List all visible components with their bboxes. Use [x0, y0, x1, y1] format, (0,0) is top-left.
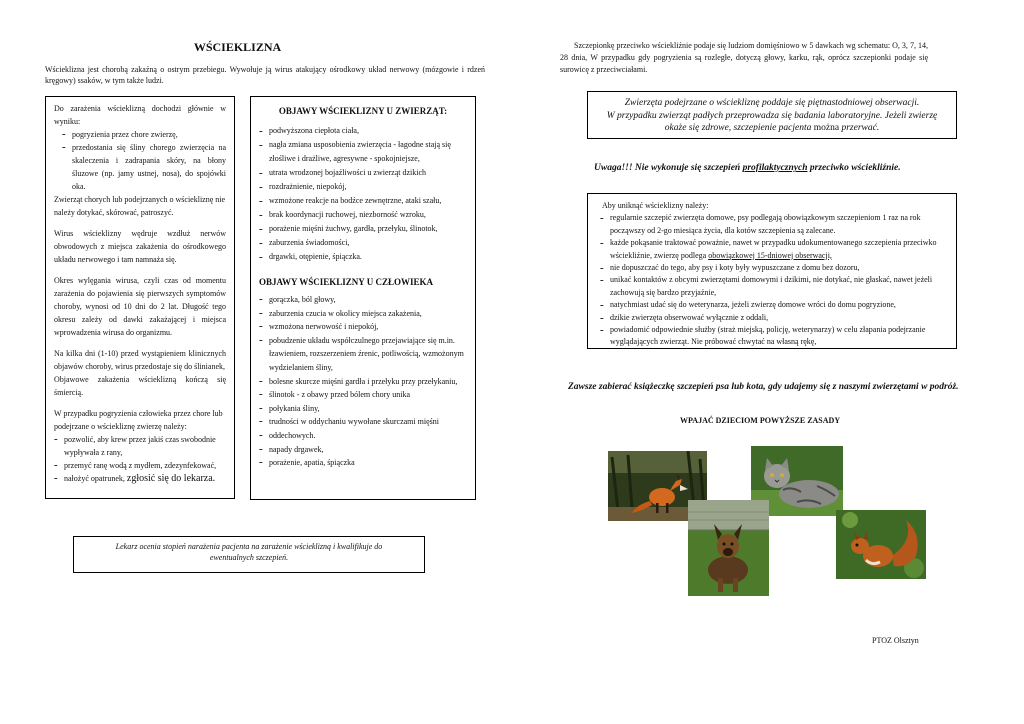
list-item: - przedostania się śliny chorego zwierzęcia na skaleczenia i zadrapania skóry, na błony śluzowe (np. jamy ustnej, nosa), do spojówki oka. — [62, 141, 226, 193]
bite-steps-list — [54, 433, 226, 485]
list-item: - trudności w oddychaniu wywołane skurczami mięśni — [259, 415, 467, 429]
obs-line-3-b: można — [813, 123, 840, 133]
obs-line-1: Zwierzęta podejrzane o wściekliznę poddaje się piętnastodniowej obserwacji. — [624, 98, 920, 108]
list-item: - pozwolić, aby krew przez jakiś czas swobodnie wypływała z rany, — [54, 433, 226, 459]
list-item: - wzmożone reakcje na bodźce zewnętrzne, ataki szału, — [259, 194, 467, 208]
list-item: - zaburzenia czucia w okolicy miejsca zakażenia, — [259, 307, 467, 321]
transmission-list — [54, 128, 226, 193]
list-item: - natychmiast udać się do weterynarza, jeżeli zwierzę domowe wróci do domu pogryzione, — [600, 299, 948, 311]
list-item: - drgawki, otępienie, śpiączka. — [259, 250, 467, 264]
list-item: - gorączka, ból głowy, — [259, 293, 467, 307]
see-doctor-text: zgłosić się do lekarza. — [126, 473, 216, 484]
human-symptoms-list — [259, 293, 467, 470]
list-item: - unikać kontaktów z obcymi zwierzętami domowymi i dzikimi, nie dotykać, nie głaskać, nawet jeżeli zachowują się bardzo przyjaźnie, — [600, 274, 948, 299]
obs-line-3-a: okaże się zdrowe, szczepienie pacjenta — [664, 123, 812, 133]
prevention-title: Aby uniknąć wścieklizny należy: — [602, 201, 709, 210]
list-item: - bolesne skurcze mięśni gardła i przełyku przy przełykaniu, — [259, 375, 467, 389]
list-item: - porażenie, apatia, śpiączka — [259, 456, 467, 470]
last-step-text: nałożyć opatrunek, — [64, 474, 125, 483]
list-item: - dzikie zwierzęta obserwować wyłącznie z oddali, — [600, 312, 948, 324]
box1-p7: W przypadku pogryzienia człowieka przez chore lub podejrzane o wściekliznę zwierzę należy: — [54, 409, 223, 431]
dog-photo — [688, 500, 769, 596]
transmission-box — [45, 96, 235, 499]
obs-line-3-c: przerwać. — [841, 123, 880, 133]
list-item: - napady drgawek, — [259, 443, 467, 457]
warning-text — [594, 163, 954, 173]
teach-children: WPAJAĆ DZIECIOM POWYŻSZE ZASADY — [680, 416, 841, 425]
warning-part-a: Uwaga!!! Nie wykonuje się szczepień — [594, 163, 741, 173]
doctor-note-box: Lekarz ocenia stopień narażenia pacjenta na zarażenie wścieklizną i kwalifikuje do ewentualnych szczepień. — [73, 536, 425, 573]
list-item: - podwyższona ciepłota ciała, — [259, 124, 467, 138]
intro-text: Wścieklizna jest chorobą zakaźną o ostrym przebiegu. Wywołuje ją wirus atakujący ośrodkowy układ nerwowy (mózgowie i rdzeń kręgowy) ssaków, w tym także ludzi. — [45, 65, 485, 85]
human-symptoms-title: OBJAWY WŚCIEKLIZNY U CZŁOWIEKA — [259, 277, 433, 287]
list-item: - ślinotok - z obawy przed bólem chory unika — [259, 388, 467, 402]
list-item — [600, 237, 948, 262]
footer-org: PTOZ Olsztyn — [872, 636, 919, 645]
box1-p4: Okres wylęgania wirusa, czyli czas od momentu zarażenia do pojawienia się pierwszych symptomów choroby, wynosi od 10 dni do 2 lat. Długość tego okresu zależy od dawki zakażającej i miejsca wprowadzenia wirusa do organizmu. — [54, 276, 226, 337]
box1-p6: Objawowe zakażenia wścieklizną kończą się śmiercią. — [54, 375, 226, 397]
warning-underlined: profilaktycznych — [742, 163, 808, 173]
item-text: każde pokąsanie traktować poważnie, nawet w przypadku udokumentowanego szczepienia przeciwko wściekliźnie, zwierzę podlega — [610, 238, 937, 260]
list-item: - regularnie szczepić zwierzęta domowe, psy podlegają obowiązkowym szczepieniom 1 raz na rok począwszy od 2-go miesiąca życia, dla kotów szczepienia są zalecane. — [600, 212, 948, 237]
box1-p5: Na kilka dni (1-10) przed wystąpieniem klinicznych objawów choroby, wirus przedostaje się do ślinianek, — [54, 349, 226, 371]
list-item: - utrata wrodzonej bojaźliwości u zwierząt dzikich — [259, 166, 467, 180]
symptoms-box — [250, 96, 476, 500]
box1-p2: Zwierząt chorych lub podejrzanych o wściekliznę nie należy dotykać, skórować, patroszyć. — [54, 195, 226, 217]
prevention-list — [600, 212, 948, 348]
vaccine-text: Szczepionkę przeciwko wściekliźnie podaje się ludziom domięśniowo w 5 dawkach wg schematu: O, 3, 7, 14, 28 dnia, W przypadku gdy pogryzienia są rozległe, dotyczą głowy, karku, rąk, oprócz szczepionki podaje się surowicę z przeciwciałami. — [560, 41, 928, 74]
list-item: - połykania śliny, — [259, 402, 467, 416]
item-underlined: obowiązkowej 15-dniowej obserwacji, — [708, 250, 832, 260]
list-item: - nie dopuszczać do tego, aby psy i koty były wypuszczane z domu bez dozoru, — [600, 262, 948, 274]
list-item: - powiadomić odpowiednie służby (straż miejską, policję, weterynarzy) w celu złapania podejrzanie wyglądających zwierząt. Nie próbować chwytać na własną rękę, — [600, 324, 948, 349]
squirrel-photo — [836, 510, 926, 579]
list-item — [54, 472, 226, 485]
obs-line-3 — [594, 122, 950, 135]
travel-note: Zawsze zabierać książeczkę szczepień psa lub kota, gdy udajemy się z naszymi zwierzętami w podróż. — [568, 382, 959, 392]
list-item: - pogryzienia przez chore zwierzę, — [62, 128, 226, 141]
obs-line-2: W przypadku zwierząt padłych przeprowadza się badania laboratoryjne. Jeżeli zwierzę — [606, 110, 938, 121]
list-item: - pobudzenie układu współczulnego przejawiające się m.in. łzawieniem, rozszerzeniem źrenic, potliwością, wzmożonym wydzielaniem śliny, — [259, 334, 467, 375]
warning-part-b: przeciwko wściekliźnie. — [807, 163, 901, 173]
observation-box — [587, 91, 957, 139]
prevention-box — [587, 193, 957, 349]
list-item: - przemyć ranę wodą z mydłem, zdezynfekować, — [54, 459, 226, 472]
box1-p3: Wirus wścieklizny wędruje wzdłuż nerwów obwodowych z miejsca zakażenia do ośrodkowego układu nerwowego i tam namnaża się. — [54, 229, 226, 264]
box1-p1: Do zarażenia wścieklizną dochodzi głównie w wyniku: — [54, 104, 226, 126]
list-item: - brak koordynacji ruchowej, niezborność wzroku, — [259, 208, 467, 222]
list-item: - porażenie mięśni żuchwy, gardła, przełyku, ślinotok, — [259, 222, 467, 236]
list-item: - wzmożona nerwowość i niepokój, — [259, 320, 467, 334]
animal-symptoms-title: OBJAWY WŚCIEKLIZNY U ZWIERZĄT: — [278, 106, 448, 116]
list-item: - nagła zmiana usposobienia zwierzęcia - łagodne stają się złośliwe i drażliwe, agresywne - spokojniejsze, — [259, 138, 467, 166]
animal-symptoms-list — [259, 124, 467, 264]
page-title: WŚCIEKLIZNA — [193, 40, 282, 54]
list-item: - rozdrażnienie, niepokój, — [259, 180, 467, 194]
list-item: - oddechowych. — [259, 429, 467, 443]
list-item: - zaburzenia świadomości, — [259, 236, 467, 250]
